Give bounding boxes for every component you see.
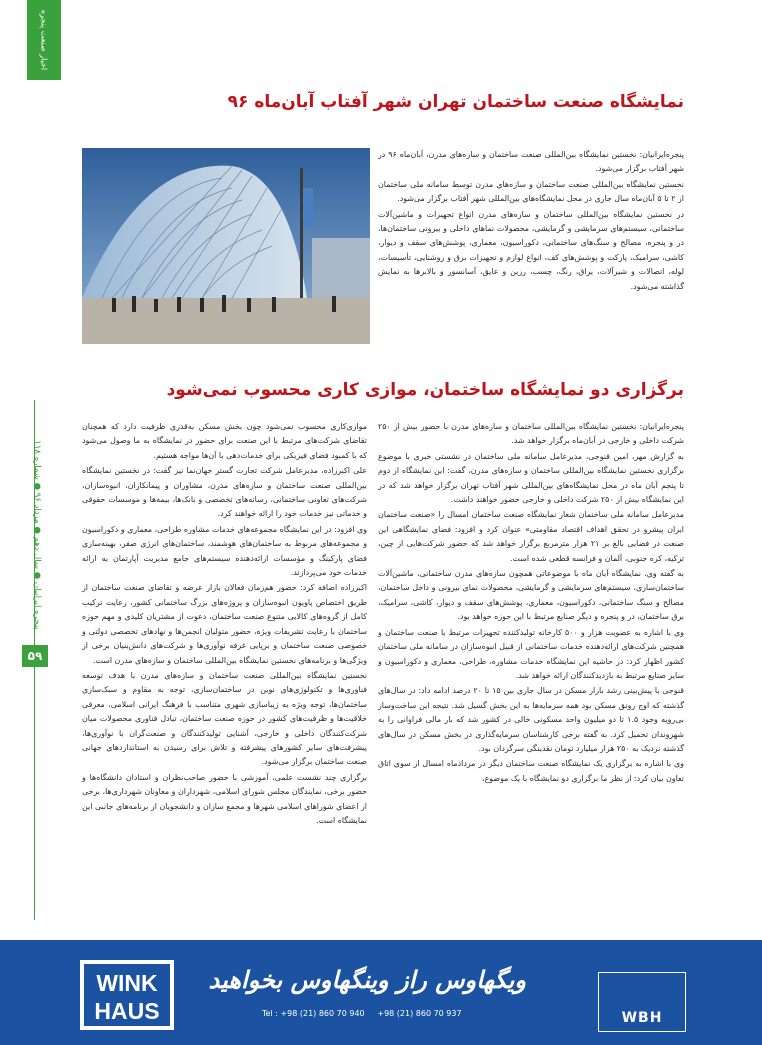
paragraph: به گزارش مهر، امین قنوجی، مدیرعامل سامانه ملی ساختمان در نشستی خبری با موضوع برگزاری نخستین نمایشگاه بین‌المللی ساختمان و سازه‌های مدرن، گفت: این نمایشگاه از دوم تا پنجم آبان ماه در محل نمایشگاه‌های بین‌المللی شهر آفتاب تهران برگزار خواهد شد که در این نمایشگاه بیش از ۲۵۰ شرکت داخلی و خارجی حضور خواهند داشت. bbox=[378, 451, 684, 505]
logo-line1: WINK bbox=[96, 970, 158, 996]
paragraph: وی با اشاره به برگزاری یک نمایشگاه صنعت ساختمان دیگر در مردادماه امسال از سوی اتاق تعاون بیان کرد: از نظر ما برگزاری دو نمایشگاه با یک موضوع، bbox=[378, 759, 684, 783]
section-label: اخبار صنعت پنجره bbox=[39, 9, 49, 71]
winkhaus-logo bbox=[80, 960, 174, 1030]
paragraph: اکبرزاده اضافه کرد: حضور هم‌زمان فعالان بازار عرضه و تقاضای صنعت ساختمان از طریق اختصاص پاویون انبوه‌سازان و پروژه‌های بزرگ ساختمانی کشور، رعایت ترکیب کامل از گروه‌های کالایی متنوع صنعت ساختمان، دعوت از مشتریان کلیدی و مهم حوزه ساختمان با رعایت تشریفات ویژه، حضور متولیان انجمن‌ها و نهادهای تخصصی دولتی و خصوصی صنعت ساختمان و برپایی غرفه نوآوری‌ها و شرکت‌های دانش‌بنیان برخی از ویژگی‌ها و برنامه‌های نخستین نمایشگاه بین‌المللی ساختمان و سازه‌های مدرن است. bbox=[82, 583, 367, 665]
paragraph: موازی‌کاری محسوب نمی‌شود چون بخش مسکن به‌قدری ظرفیت دارد که همچنان تقاضای شرکت‌های مرتبط با این صنعت برای حضور در نمایشگاه به ما وصول می‌شود که با کمبود فضای فیزیکی برای خدمات‌دهی با آن‌ها مواجه هستیم. bbox=[82, 422, 367, 460]
phone-numbers bbox=[262, 1009, 502, 1018]
paragraph: مدیرعامل سامانه ملی ساختمان شعار نمایشگاه صنعت ساختمان امسال را «صنعت ساختمان ایران پیشرو در تحقق اهداف اقتصاد مقاومتی» عنوان کرد و افزود: فضای نمایشگاهی این صنعت در فضایی بالغ بر ۲۱ هزار مترمربع برگزار خواهد شد که حضور شرکت‌هایی از چین، ترکیه، کره جنوبی، آلمان و فرانسه قطعی شده است. bbox=[378, 510, 685, 563]
page-number: ۵۹ bbox=[22, 645, 48, 667]
paragraph: برگزاری چند نشست علمی، آموزشی با حضور صاحب‌نظران و استادان دانشگاه‌ها و حضور برخی، نمایندگان مجلس شورای اسلامی، شهرداران و معاونان شهرداری‌ها، برخی از اعضای شوراهای اسلامی شهرها و مجمع سازان و دانشجویان از برنامه‌های جانبی این نمایشگاه است. bbox=[82, 772, 367, 825]
wbh-text: WBH bbox=[621, 1010, 663, 1026]
paragraph: علی اکبرزاده، مدیرعامل شرکت تجارت گستر جهان‌نما نیز گفت: در نخستین نمایشگاه بین‌المللی صنعت ساختمان و سازه‌های مدرن، مشاوران و پیمانکاران، انبوه‌سازان، شرکت‌های تعاونی ساختمانی، رسانه‌های تخصصی و بانک‌ها، بیمه‌ها و موسسات حقوقی و خدماتی نیز خدمات خود را ارائه خواهند کرد. bbox=[82, 466, 367, 519]
paragraph: وی افزود: در این نمایشگاه مجموعه‌های خدمات مشاوره طراحی، معماری و دکوراسیون و مجموعه‌های مربوط به ساختمان‌های هوشمند، ساختمان‌های انرژی صفر، بهینه‌سازی فضای پارکینگ و مؤسسات ارائه‌دهنده سیستم‌های جامع مدیریت آپارتمان به ارائه خدمات خود می‌پردازند. bbox=[82, 524, 367, 578]
paragraph: پنجره‌ایرانیان: نخستین نمایشگاه بین‌المللی ساختمان و سازه‌های مدرن با حضور بیش از ۲۵۰ شرکت داخلی و خارجی در آبان‌ماه برگزار خواهد شد. bbox=[378, 422, 684, 446]
wbh-logo bbox=[598, 972, 686, 1032]
paragraph: نخستین نمایشگاه بین‌المللی صنعت ساختمان و سازه‌های مدرن با هدف توسعه فناوری‌ها و تکنولوژی‌های نوین در ساختمان‌سازی، توجه به مقاوم و سبک‌سازی ساختمان‌ها، توجه ویژه به زیباسازی شهری متناسب با فرهنگ ایرانی اسلامی، معرفی خلاقیت‌ها و ظرفیت‌های کشور در حوزه صنعت ساختمان، تبادل فناوری محصولات میان شرکت‌کنندگان داخلی و خارجی، آشنایی تولیدکنندگان و صنعت‌گران با نوآوری‌ها، پیشرفت‌های سایر کشورهای پیشرفته و تلاش برای رسیدن به استانداردهای جهانی صنعت ساختمان برگزار می‌شود. bbox=[82, 670, 367, 767]
paragraph: به گفته وی، نمایشگاه آبان ماه با موضوعاتی همچون سازه‌های مدرن ساختمانی، ماشین‌آلات ساختمان‌سازی، سیستم‌های سرمایشی و گرمایشی، محصولات نمای بیرونی و داخل ساختمان، مصالح و سنگ ساختمانی، دکوراسیون، معماری، پوشش‌های سقف و دیوار، کاشی، سرامیک، برق ساختمان، در و پنجره و دیگر صنایع مرتبط با این حوزه خواهد بود. bbox=[378, 569, 684, 622]
phone-1: Tel : +98 (21) 860 70 940 bbox=[262, 1009, 365, 1018]
paragraph: نخستین نمایشگاه بین‌المللی صنعت ساختمان و سازه‌های مدرن توسط سامانه ملی ساختمان از ۲ تا ۵ آبان‌ماه سال جاری در محل نمایشگاه‌های بین‌المللی شهر آفتاب برگزار می‌شود. bbox=[378, 179, 684, 204]
article2-title: برگزاری دو نمایشگاه ساختمان، موازی کاری محسوب نمی‌شود bbox=[166, 380, 684, 400]
article1-title: نمایشگاه صنعت ساختمان تهران شهر آفتاب آبان‌ماه ۹۶ bbox=[227, 92, 684, 112]
issue-info bbox=[28, 420, 46, 650]
exhibition-photo bbox=[82, 148, 370, 344]
paragraph: قنوجی با پیش‌بینی رشد بازار مسکن در سال جاری بین ۱۵ تا ۲۰ درصد ادامه داد: در سال‌های گذشته که اوج رونق مسکن بود همه سرمایه‌ها به این بخش گسیل شد. نتیجه این ساخت‌وساز بی‌رویه وجود ۱.۵ تا دو میلیون واحد مسکونی خالی در کشور شد که بار مالی فراوانی را به شهروندان تحمیل کرد. به گفته برخی کارشناسان سرمایه‌گذاری در بخش مسکن در سال‌های گذشته نزدیک به ۲۵۰ هزار میلیارد تومان نقدینگی سرگردان بود. bbox=[378, 686, 684, 753]
exhibition-hall-image bbox=[82, 148, 370, 344]
article2-right-column bbox=[378, 420, 684, 787]
logo-line2: HAUS bbox=[94, 998, 160, 1024]
article1-body bbox=[378, 148, 684, 295]
paragraph: در نخستین نمایشگاه بین‌المللی ساختمان و سازه‌های مدرن انواع تجهیزات و ماشین‌آلات ساختمانی، سیستم‌های سرمایشی و گرمایشی، محصولات نماهای داخلی و بیرونی ساختمان‌ها، در و پنجره، مصالح و سنگ‌های ساختمانی، دکوراسیون، معماری، پوشش‌های سقف و دیوار، کاشی، سرامیک، پارکت و پوشش‌های کف، انواع لوازم و تجهیزات برق و روشنایی، تأسیسات، لوله، اتصالات و شیرآلات، یراق، رنگ، چسب، رزین و عایق، آسانسور و بالابرها به نمایش گذاشته می‌شود. bbox=[378, 209, 684, 291]
article2-left-column bbox=[82, 420, 367, 829]
issue-label: پنجره ایرانیان ● سال دهم ● مرداد ۹۶ ● شماره ۱۱۸ bbox=[32, 440, 42, 630]
brand-calligraphy: ویگهاوس راز وینگهاوس بخواهید bbox=[208, 965, 526, 994]
paragraph: پنجره‌ایرانیان: نخستین نمایشگاه بین‌المللی صنعت ساختمان و سازه‌های مدرن، آبان‌ماه ۹۶ در شهر آفتاب برگزار می‌شود. bbox=[378, 150, 684, 174]
paragraph: وی با اشاره به عضویت هزار و ۵۰۰ کارخانه تولیدکننده تجهیزات مرتبط با صنعت ساختمان و همچنین شرکت‌های ارائه‌دهنده خدمات ساختمانی از قبیل انبوه‌سازان در سامانه ملی ساختمان کشور اظهار کرد: در حاشیه این نمایشگاه خدمات مشاوره، طراحی، معماری و دکوراسیون و سایر صنایع مرتبط به بازدیدکنندگان ارائه خواهد شد. bbox=[378, 627, 684, 680]
phone-2: +98 (21) 860 70 937 bbox=[377, 1009, 462, 1018]
section-tab bbox=[27, 0, 61, 80]
